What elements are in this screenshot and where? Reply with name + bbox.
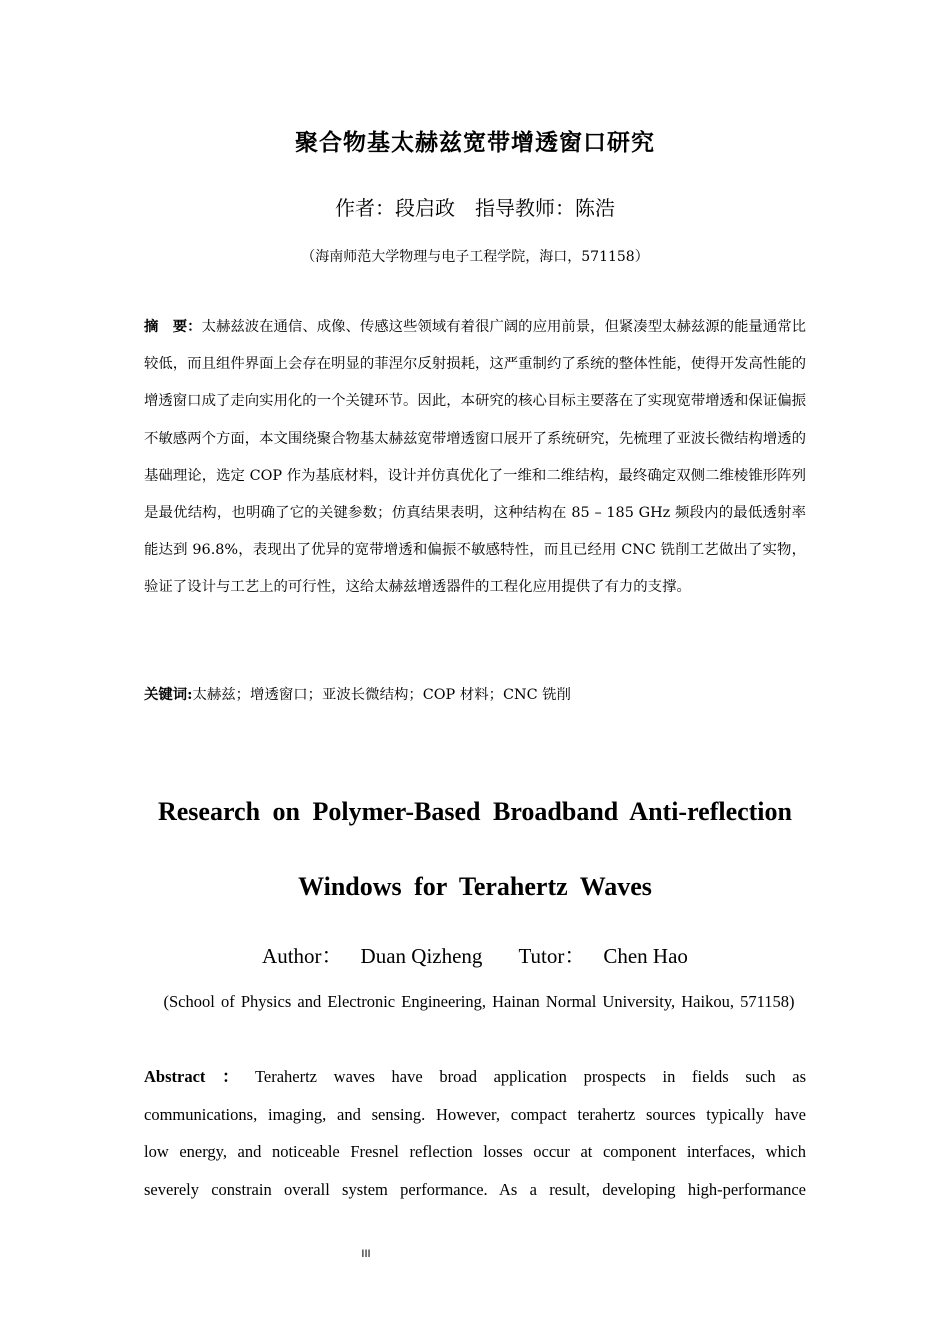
english-author-label: Author： (262, 944, 343, 968)
english-author-name: Duan Qizheng (360, 944, 483, 968)
chinese-keywords-text: 太赫兹；增透窗口；亚波长微结构；COP 材料；CNC 铣削 (192, 687, 571, 703)
chinese-abstract-label: 摘 要： (144, 318, 202, 335)
english-tutor-label: Tutor： (518, 944, 586, 968)
english-abstract-line (144, 1058, 806, 1096)
chinese-keywords (144, 682, 806, 708)
chinese-author-line: 作者：段启政 指导教师：陈浩 (335, 196, 615, 220)
english-abstract-line: communications, imaging, and sensing. However, compact terahertz sources typically have (144, 1104, 806, 1124)
english-affiliation: (School of Physics and Electronic Engineering, Hainan Normal University, Haikou, 571158) (163, 992, 795, 1011)
english-abstract-label: Abstract ： (144, 1067, 239, 1086)
english-title-line-2: Windows for Terahertz Waves (298, 872, 652, 901)
english-abstract-line-text: Terahertz waves have broad application prospects in fields such as (254, 1067, 807, 1086)
chinese-title: 聚合物基太赫兹宽带增透窗口研究 (295, 129, 655, 156)
page-number: III (361, 1248, 371, 1260)
english-abstract-line: severely constrain overall system performance. As a result, developing high-performance (144, 1179, 807, 1199)
english-tutor-name: Chen Hao (603, 944, 688, 968)
english-abstract-line: low energy, and noticeable Fresnel reflection losses occur at component interfaces, which (144, 1142, 806, 1161)
english-title-line-1: Research on Polymer-Based Broadband Anti-reflection (157, 797, 792, 826)
english-author-line (0, 940, 950, 970)
chinese-abstract (144, 308, 806, 607)
chinese-affiliation: （海南师范大学物理与电子工程学院，海口，571158） (301, 249, 649, 265)
english-abstract (144, 1058, 806, 1208)
chinese-keywords-label: 关键词: (144, 686, 193, 703)
chinese-abstract-text: 太赫兹波在通信、成像、传感这些领域有着很广阔的应用前景，但紧凑型太赫兹源的能量通常比较低，而且组件界面上会存在明显的菲涅尔反射损耗，这严重制约了系统的整体性能，使得开发高性能的增透窗口成了走向实用化的一个关键环节。因此，本研究的核心目标主要落在了实现宽带增透和保证偏振不敏感两个方面，本文围绕聚合物基太赫兹宽带增透窗口展开了系统研究，先梳理了亚波长微结构增透的基础理论，选定 COP 作为基底材料，设计并仿真优化了一维和二维结构，最终确定双侧二维棱锥形阵列是最优结构，也明确了它的关键参数；仿真结果表明，这种结构在 85 – 185 GHz 频段内的最低透射率能达到 96.8%，表现出了优异的宽带增透和偏振不敏感特性，而且已经用 CNC 铣削工艺做出了实物，验证了设计与工艺上的可行性，这给太赫兹增透器件的工程化应用提供了有力的支撑。 (144, 319, 806, 596)
